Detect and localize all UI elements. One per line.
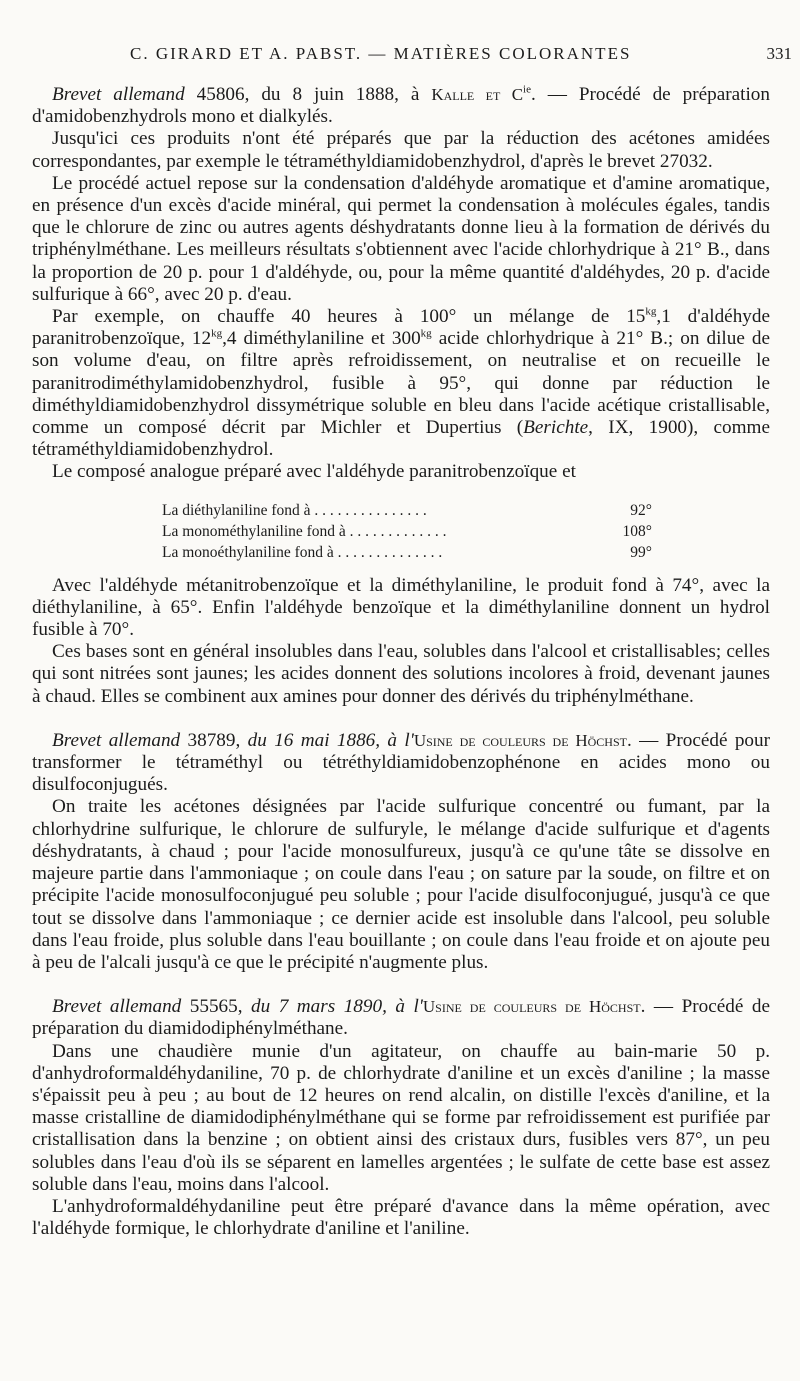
table-label: La monoéthylaniline fond à . . . . . . . . . . . . . . (162, 543, 443, 561)
text-run: Par exemple, on chauffe 40 heures à 100° un mélange de 15 (52, 306, 646, 328)
paragraph: Dans une chaudière munie d'un agitateur, on chauffe au bain-marie 50 p. d'anhydroformaldéhydaniline, 70 p. de chlorhydrate d'aniline et un excès d'aniline ; la masse s'épaissit peu à peu ; au bout de 12 heures on rend alcalin, on distille l'excès d'aniline, et la masse cristalline de diamidodiphénylméthane qui se forme par refroidissement est purifiée par cristallisation dans la benzine ; on obtient ainsi des cristaux durs, fusibles vers 87°, un peu solubles dans l'eau d'où ils se séparent en lamelles argentées ; le sulfate de cette base est assez soluble dans l'eau, moins dans l'alcool. (32, 1040, 770, 1195)
company-sup: ie (523, 83, 531, 96)
patent-number: 55565, (181, 996, 252, 1018)
paragraph: Le composé analogue préparé avec l'aldéhyde paranitrobenzoïque et (52, 461, 576, 483)
table-row (162, 521, 652, 542)
unit-sup: kg (420, 327, 432, 340)
patent-date: du 16 mai 1886, à l' (247, 729, 414, 751)
table-label: La monométhylaniline fond à . . . . . . . . . . . . . (162, 522, 447, 540)
running-title: C. GIRARD ET A. PABST. — MATIÈRES COLORANTES (130, 44, 632, 63)
journal-ref: Berichte (523, 417, 589, 439)
text-run: ,4 diméthylaniline et 300 (222, 328, 421, 350)
patent-heading-38789 (32, 730, 770, 797)
company-name: Usine de couleurs de Höchst (422, 997, 641, 1017)
text-run: , IX, 1900), comme tétraméthyldiamidobenzhydrol. (32, 417, 770, 461)
unit-sup: kg (645, 305, 657, 318)
patent-title: . — Procédé de préparation du diamidodiphénylméthane. (32, 996, 770, 1040)
table-label: La diéthylaniline fond à . . . . . . . . . . . . . . . (162, 501, 427, 519)
page-number: 331 (766, 44, 792, 63)
patent-number: 45806, du 8 juin 1888, à (184, 84, 432, 105)
patent-cite: Brevet allemand (52, 84, 185, 105)
paragraph: Jusqu'ici ces produits n'ont été préparés que par la réduction des acétones amidées correspondantes, par exemple le tétraméthyldiamidobenzhydrol, d'après le brevet 27032. (32, 128, 770, 172)
table-row (162, 542, 652, 563)
patent-title: . — Procédé pour transformer le tétraméthyl ou tétréthyldiamidobenzophénone en acides mono ou disulfoconjugués. (32, 729, 771, 796)
unit-sup: kg (211, 327, 223, 340)
company-name: Usine de couleurs de Höchst (413, 730, 627, 750)
patent-heading-55565 (32, 996, 770, 1040)
paragraph: On traite les acétones désignées par l'acide sulfurique concentré ou fumant, par la chlorhydrine sulfurique, le chlorure de sulfuryle, le mélange d'acide sulfurique et d'agents déshydratants, à chaud ; pour l'acide monosulfureux, jusqu'à ce qu'une tâte se dissolve en majeure partie dans l'ammoniaque ; on coule dans l'eau ; on sature par la soude, on filtre et on précipite l'acide monosulfoconjugué peu soluble ; pour l'acide disulfoconjugué, jusqu'à ce que tout se dissolve dans l'ammoniaque ; ce dernier acide est insoluble dans l'alcool, peu soluble dans l'eau froide, plus soluble dans l'eau bouillante ; on coule dans l'eau froide et on ajoute peu à peu de l'alcali jusqu'à ce que le précipité n'augmente plus. (32, 796, 770, 973)
paragraph: Le procédé actuel repose sur la condensation d'aldéhyde aromatique et d'amine aromatique, en présence d'un excès d'acide minéral, qui permet la condensation à molécules égales, tandis que le chlorure de zinc ou autres agents déshydratants donne lieu à la formation de dérivés du triphénylméthane. Les meilleurs résultats s'obtiennent avec l'acide chlorhydrique à 21° B., dans la proportion de 20 p. pour 1 d'aldéhyde, ou, pour la même quantité d'aldéhydes, 20 p. d'acide sulfurique à 66°, avec 20 p. d'eau. (32, 172, 770, 305)
text-run: acide chlorhydrique à 21° B.; on dilue de son volume d'eau, on filtre après refroidissement, on neutralise et on recueille le paranitrodiméthylamidobenzhydrol, fusible à 95°, qui donne par réduction le diméthyldiamidobenzhydrol dissymétrique soluble en bleu dans l'acide acétique cristallisable, comme un composé décrit par Michler et Dupertius ( (32, 328, 770, 439)
paragraph-example (32, 306, 770, 461)
table-row (162, 500, 652, 521)
text-run: ,1 d'aldéhyde paranitrobenzoïque, 12 (32, 306, 770, 350)
table-value: 108° (622, 522, 652, 540)
patent-number: 38789, (180, 729, 248, 751)
company-name: Kalle et C (431, 85, 524, 104)
table-value: 92° (630, 501, 652, 519)
paragraph: L'anhydroformaldéhydaniline peut être préparé d'avance dans la même opération, avec l'aldéhyde formique, le chlorhydrate d'aniline et l'aniline. (32, 1195, 770, 1240)
paragraph: Avec l'aldéhyde métanitrobenzoïque et la diméthylaniline, le produit fond à 74°, avec la diéthylaniline, à 65°. Enfin l'aldéhyde benzoïque et la diméthylaniline donnent un hydrol fusible à 70°. (32, 574, 770, 641)
patent-date: du 7 mars 1890, à l' (251, 996, 423, 1018)
patent-title: . — Procédé de préparation d'amidobenzhydrols mono et dialkylés. (32, 84, 770, 128)
patent-cite: Brevet allemand (52, 729, 181, 751)
paragraph: Ces bases sont en général insolubles dans l'eau, solubles dans l'alcool et cristallisables; celles qui sont nitrées sont jaunes; les acides donnent des solutions incolores à froid, devenant jaunes à chaud. Elles se combinent aux amines pour donner des dérivés du triphénylméthane. (32, 641, 770, 707)
patent-cite: Brevet allemand (52, 996, 182, 1018)
running-header (0, 44, 800, 70)
page-body (32, 84, 770, 1240)
patent-heading-45806 (32, 84, 770, 128)
table-value: 99° (630, 543, 652, 561)
melting-point-table (162, 500, 652, 563)
